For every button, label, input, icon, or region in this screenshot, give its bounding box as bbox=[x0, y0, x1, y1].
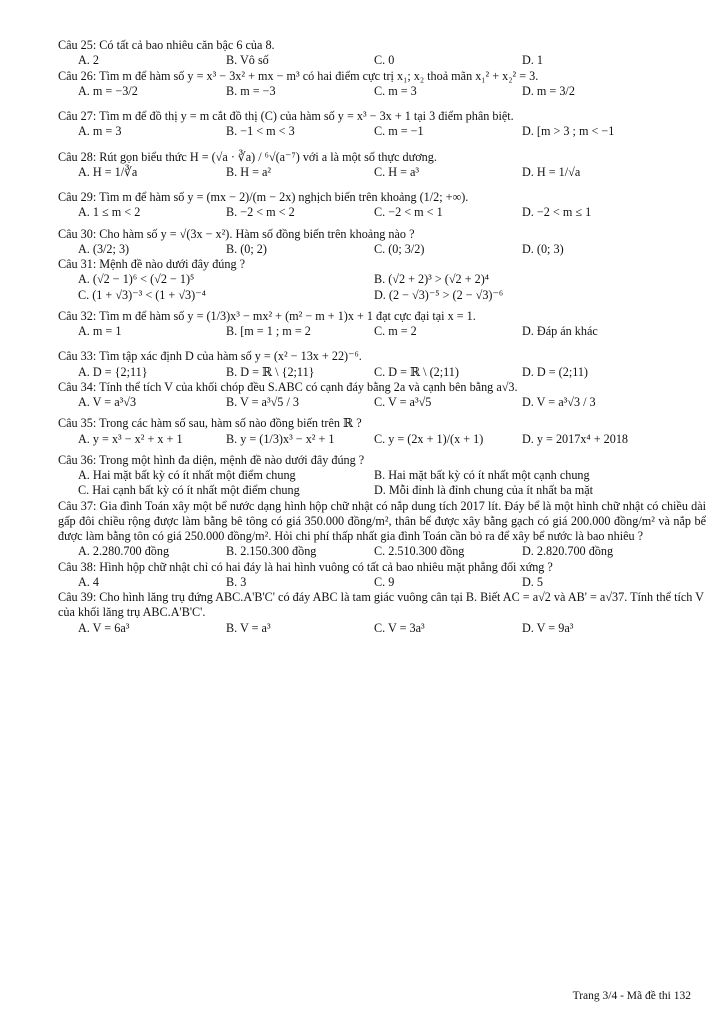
answer-options bbox=[58, 365, 706, 380]
question-stem: Câu 33: Tìm tập xác định D của hàm số y = (x² − 13x + 22)⁻⁶. bbox=[58, 349, 362, 364]
answer-option: A. H = 1/∛a bbox=[78, 164, 138, 179]
answer-options bbox=[58, 575, 706, 590]
question-stem: Câu 36: Trong một hình đa diện, mệnh đề nào dưới đây đúng ? bbox=[58, 452, 365, 467]
question bbox=[58, 257, 706, 303]
answer-option: C. m = 3 bbox=[374, 83, 417, 98]
answer-option: D. 1 bbox=[522, 53, 543, 68]
answer-option: D. (2 − √3)⁻⁵ > (2 − √3)⁻⁶ bbox=[374, 287, 504, 302]
question-stem: Câu 31: Mệnh đề nào dưới đây đúng ? bbox=[58, 257, 246, 271]
answer-option: C. −2 < m < 1 bbox=[374, 205, 443, 220]
question-stem: Câu 27: Tìm m để đồ thị y = m cắt đồ thị (C) của hàm số y = x³ − 3x + 1 tại 3 điểm phân biệt. bbox=[58, 109, 514, 123]
answer-option: C. D = ℝ \ (2;11) bbox=[374, 364, 459, 379]
answer-option: A. y = x³ − x² + x + 1 bbox=[78, 431, 183, 446]
answer-option: D. H = 1/√a bbox=[522, 164, 581, 179]
question bbox=[58, 499, 706, 560]
question-stem: Câu 30: Cho hàm số y = √(3x − x²). Hàm số đồng biến trên khoảng nào ? bbox=[58, 226, 415, 241]
answer-option: D. V = 9a³ bbox=[522, 620, 574, 635]
answer-option: C. m = −1 bbox=[374, 124, 424, 139]
answer-option: B. V = a³√5 / 3 bbox=[226, 395, 299, 409]
answer-options bbox=[58, 84, 706, 99]
answer-option: A. D = {2;11} bbox=[78, 364, 148, 379]
answer-options bbox=[58, 205, 706, 220]
answer-option: D. y = 2017x⁴ + 2018 bbox=[522, 431, 629, 446]
question bbox=[58, 590, 706, 636]
answer-option: C. Hai cạnh bất kỳ có ít nhất một điểm chung bbox=[78, 483, 300, 498]
answer-options bbox=[58, 544, 706, 559]
answer-option: B. (√2 + 2)³ > (√2 + 2)⁴ bbox=[374, 272, 490, 287]
answer-option: B. Vô số bbox=[226, 53, 269, 68]
answer-option: B. m = −3 bbox=[226, 83, 276, 98]
answer-option: C. 0 bbox=[374, 53, 395, 68]
question-stem: Câu 39: Cho hình lăng trụ đứng ABC.A'B'C' có đáy ABC là tam giác vuông cân tại B. Biết AC = a√2 và AB' = a√37. Tính thể tích V của khối lăng trụ ABC.A'B'C'. bbox=[58, 590, 704, 620]
question-stem: Câu 35: Trong các hàm số sau, hàm số nào đồng biến trên ℝ ? bbox=[58, 416, 362, 431]
answer-option: A. 2.280.700 đồng bbox=[78, 544, 170, 559]
spacer bbox=[58, 140, 706, 150]
answer-option: B. D = ℝ \ {2;11} bbox=[226, 364, 315, 379]
answer-option: B. (0; 2) bbox=[226, 241, 267, 256]
answer-option: B. Hai mặt bất kỳ có ít nhất một cạnh chung bbox=[374, 468, 590, 482]
answer-options bbox=[58, 395, 706, 410]
question-stem: Câu 25: Có tất cả bao nhiêu căn bậc 6 của 8. bbox=[58, 38, 275, 52]
answer-option: B. 3 bbox=[226, 574, 247, 589]
answer-option: B. H = a² bbox=[226, 164, 272, 179]
answer-option: C. m = 2 bbox=[374, 324, 417, 338]
answer-option: D. D = (2;11) bbox=[522, 364, 588, 379]
answer-option: D. (0; 3) bbox=[522, 241, 564, 256]
answer-option: C. V = 3a³ bbox=[374, 620, 425, 635]
answer-options bbox=[58, 242, 706, 257]
answer-options bbox=[58, 468, 706, 499]
spacer bbox=[58, 99, 706, 109]
question bbox=[58, 349, 706, 380]
answer-option: B. y = (1/3)x³ − x² + 1 bbox=[226, 431, 335, 446]
answer-options bbox=[58, 432, 706, 447]
question-stem: Câu 26: Tìm m để hàm số y = x³ − 3x² + mx − m³ có hai điểm cực trị x₁; x₂ thoả mãn x₁² + x₂² = 3. bbox=[58, 68, 539, 83]
answer-option: A. Hai mặt bất kỳ có ít nhất một điểm chung bbox=[78, 468, 296, 482]
answer-option: C. (0; 3/2) bbox=[374, 241, 425, 256]
answer-option: C. 9 bbox=[374, 574, 395, 589]
answer-option: A. m = 3 bbox=[78, 124, 122, 139]
question bbox=[58, 453, 706, 499]
answer-option: D. 5 bbox=[522, 574, 543, 589]
question bbox=[58, 309, 706, 340]
answer-option: D. −2 < m ≤ 1 bbox=[522, 205, 592, 220]
answer-option: D. 2.820.700 đồng bbox=[522, 544, 614, 559]
answer-options bbox=[58, 165, 706, 180]
question-stem: Câu 37: Gia đình Toán xây một bể nước dạng hình hộp chữ nhật có nắp dung tích 2017 lít. Đáy bể là một hình chữ nhật có chiều dài gấp đôi chiều rộng được làm bằng bê tông có giá 350.000 đồng/m², thân bể được xây bằng gạch có giá 200.000 đồng/m² và nắp bể được làm bằng tôn có giá 250.000 đồng/m². Hỏi chi phí thấp nhất gia đình Toán cần bỏ ra để xây bể nước là bao nhiêu ? bbox=[58, 498, 706, 543]
answer-option: D. V = a³√3 / 3 bbox=[522, 395, 596, 409]
spacer bbox=[58, 339, 706, 349]
question-stem: Câu 34: Tính thể tích V của khối chóp đều S.ABC có cạnh đáy bằng 2a và cạnh bên bằng a√3. bbox=[58, 379, 518, 394]
answer-option: A. m = 1 bbox=[78, 324, 122, 338]
answer-option: A. (√2 − 1)⁶ < (√2 − 1)⁵ bbox=[78, 272, 195, 287]
spacer bbox=[58, 180, 706, 190]
answer-option: D. m = 3/2 bbox=[522, 83, 575, 98]
answer-option: A. 1 ≤ m < 2 bbox=[78, 205, 141, 220]
answer-option: B. [m = 1 ; m = 2 bbox=[226, 324, 311, 338]
answer-option: A. V = a³√3 bbox=[78, 395, 137, 409]
question bbox=[58, 560, 706, 591]
answer-options bbox=[58, 53, 706, 68]
question-stem: Câu 32: Tìm m để hàm số y = (1/3)x³ − mx² + (m² − m + 1)x + 1 đạt cực đại tại x = 1. bbox=[58, 308, 476, 323]
answer-option: A. V = 6a³ bbox=[78, 620, 130, 635]
answer-option: C. (1 + √3)⁻³ < (1 + √3)⁻⁴ bbox=[78, 287, 206, 302]
answer-option: A. 4 bbox=[78, 574, 99, 589]
question bbox=[58, 69, 706, 100]
question-stem: Câu 28: Rút gọn biểu thức H = (√a · ∛a) / ⁶√(a⁻⁷) với a là một số thực dương. bbox=[58, 149, 437, 164]
answer-option: B. −2 < m < 2 bbox=[226, 205, 295, 220]
answer-option: C. V = a³√5 bbox=[374, 395, 432, 409]
answer-options bbox=[58, 324, 706, 339]
answer-option: A. 2 bbox=[78, 53, 99, 68]
question bbox=[58, 109, 706, 140]
answer-option: A. m = −3/2 bbox=[78, 83, 138, 98]
question-stem: Câu 38: Hình hộp chữ nhật chỉ có hai đáy là hai hình vuông có tất cả bao nhiêu mặt phẳng đối xứng ? bbox=[58, 559, 553, 574]
answer-option: C. H = a³ bbox=[374, 164, 420, 179]
answer-option: D. [m > 3 ; m < −1 bbox=[522, 124, 615, 139]
answer-option: B. V = a³ bbox=[226, 620, 271, 635]
question bbox=[58, 38, 706, 69]
question-list bbox=[58, 38, 706, 636]
answer-option: B. −1 < m < 3 bbox=[226, 124, 295, 139]
question bbox=[58, 227, 706, 258]
question-stem: Câu 29: Tìm m để hàm số y = (mx − 2)/(m − 2x) nghịch biến trên khoảng (1/2; +∞). bbox=[58, 190, 469, 204]
answer-options bbox=[58, 621, 706, 636]
question bbox=[58, 380, 706, 411]
answer-option: C. 2.510.300 đồng bbox=[374, 544, 465, 559]
question bbox=[58, 190, 706, 221]
answer-options bbox=[58, 124, 706, 139]
question bbox=[58, 416, 706, 447]
answer-option: A. (3/2; 3) bbox=[78, 241, 130, 256]
answer-options bbox=[58, 272, 706, 303]
answer-option: C. y = (2x + 1)/(x + 1) bbox=[374, 431, 484, 446]
answer-option: D. Đáp án khác bbox=[522, 324, 598, 338]
answer-option: D. Mỗi đỉnh là đỉnh chung của ít nhất ba mặt bbox=[374, 483, 593, 498]
page-footer: Trang 3/4 - Mã đề thi 132 bbox=[572, 990, 691, 1002]
question bbox=[58, 150, 706, 181]
answer-option: B. 2.150.300 đồng bbox=[226, 544, 317, 559]
